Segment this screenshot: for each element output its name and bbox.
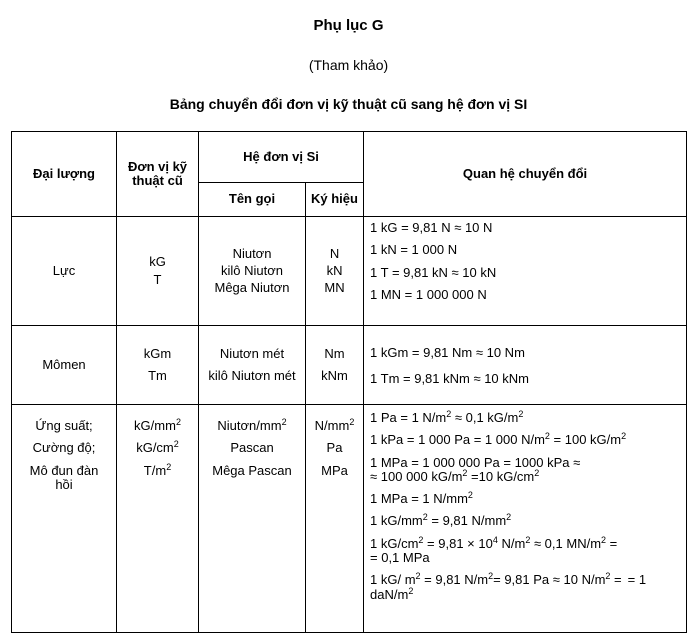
force-relation: 1 T = 9,81 kN ≈ 10 kN <box>370 264 497 280</box>
moment-old-unit: kGm <box>143 345 172 361</box>
stress-old-unit: $kG/cm^2$ <box>136 439 179 456</box>
stress-old-unit: $T/m^2$ <box>143 461 172 478</box>
stress-name: Mêga Pascan <box>212 462 292 478</box>
force-symbols <box>306 217 364 326</box>
header-row <box>12 132 687 183</box>
stress-quantities <box>12 405 117 633</box>
stress-relation: 1 MPa = 1 000 000 Pa = 1000 kPa ≈ ≈ 100 000 $kG/m^2 =10$ $kG/cm^2$ <box>370 454 581 484</box>
header-relation: Quan hệ chuyển đổi <box>364 132 687 217</box>
force-symbol: kN <box>326 262 343 278</box>
moment-name: Niutơn mét <box>219 345 285 361</box>
stress-relation: 1 kPa = 1 000 Pa = 1 000 $N/m^2 = 100$ $kG/m^2$ <box>370 431 627 448</box>
moment-name: kilô Niutơn mét <box>208 368 296 383</box>
moment-symbol: Nm <box>324 345 345 361</box>
force-names <box>199 217 306 326</box>
force-relation: 1 MN = 1 000 000 N <box>370 286 487 302</box>
reference-note: (Tham khảo) <box>308 57 389 73</box>
force-name: Niutơn <box>232 245 272 261</box>
moment-relation: 1 kGm = 9,81 Nm ≈ 10 Nm <box>370 344 525 360</box>
moment-relation: 1 Tm = 9,81 kNm ≈ 10 kNm <box>370 371 529 386</box>
moment-symbols <box>306 326 364 405</box>
force-relation: 1 kN = 1 000 N <box>370 242 458 258</box>
stress-old-units <box>117 405 199 633</box>
appendix-title: Phụ lục G <box>313 17 384 34</box>
stress-relation: 1 $kG/mm^2 = 9,81$ $N/mm^2$ <box>370 512 512 529</box>
header-old-unit: Đơn vị kỹ thuật cũ <box>117 132 199 217</box>
row-moment <box>12 326 687 405</box>
force-old-units <box>117 217 199 326</box>
stress-symbols <box>306 405 364 633</box>
force-name: kilô Niutơn <box>221 262 283 278</box>
stress-name: Niutơn/$mm^2$ <box>217 417 287 433</box>
force-relation: 1 kG = 9,81 N ≈ 10 N <box>370 220 493 235</box>
stress-relation: 1 $kG/cm^2 = 9,81 \times 10^4$ $N/m^2 \approx 0,1$ $MN/m^2$ = = 0,1 MPa <box>370 534 618 566</box>
force-relations <box>364 217 687 326</box>
force-symbol: MN <box>324 280 345 296</box>
moment-old-unit: Tm <box>148 368 167 383</box>
stress-relations <box>364 405 687 633</box>
moment-names <box>199 326 306 405</box>
moment-relations <box>364 326 687 405</box>
header-si-system: Hệ đơn vị Si <box>199 132 364 183</box>
header-quantity: Đại lượng <box>12 132 117 217</box>
stress-symbol: Pa <box>326 440 343 456</box>
stress-quantity: Mô đun đàn hồi <box>29 462 99 492</box>
stress-name: Pascan <box>230 440 274 456</box>
moment-quantity: Mômen <box>12 326 117 405</box>
force-old-unit: kG <box>149 254 166 270</box>
force-name: Mêga Niutơn <box>214 280 290 296</box>
moment-symbol: kNm <box>321 368 348 383</box>
stress-symbol: MPa <box>321 462 348 478</box>
conversion-table <box>11 131 687 633</box>
force-quantity: Lực <box>12 217 117 326</box>
stress-relation: 1 MPa = 1 $N/mm^2$ <box>370 490 473 507</box>
table-title: Bảng chuyển đổi đơn vị kỹ thuật cũ sang hệ đơn vị SI <box>169 96 528 112</box>
stress-old-unit: $kG/mm^2$ <box>134 417 181 433</box>
stress-relation: 1 kG/ $m^2 = 9,81$ $N/m^2= 9,81$ Pa ≈ 10 $N/m^2$ = = 1 daN/$m^2$ <box>370 571 647 602</box>
stress-symbol: $N/mm^2$ <box>314 417 355 433</box>
stress-quantity: Ứng suất; <box>35 418 93 433</box>
stress-names <box>199 405 306 633</box>
stress-quantity: Cường độ; <box>32 440 96 456</box>
force-old-unit: T <box>153 271 162 287</box>
row-force <box>12 217 687 326</box>
stress-relation: 1 Pa = 1 $N/m^2 \approx 0,1$ $kG/m^2$ <box>370 409 524 425</box>
force-symbol: N <box>329 245 340 261</box>
moment-old-units <box>117 326 199 405</box>
row-stress <box>12 405 687 633</box>
header-symbol: Ký hiệu <box>306 183 364 217</box>
header-name: Tên gọi <box>199 183 306 217</box>
